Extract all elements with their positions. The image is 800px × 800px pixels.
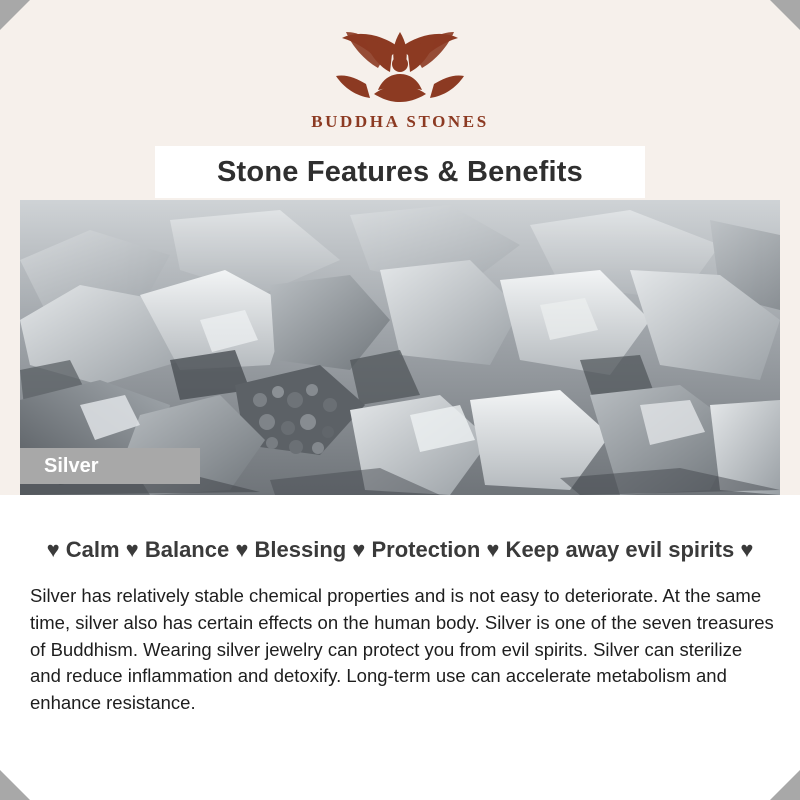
brand-block xyxy=(0,18,800,132)
brand-name: BUDDHA STONES xyxy=(311,112,489,131)
lotus-meditation-icon xyxy=(320,18,480,108)
benefits-line: ♥ Calm ♥ Balance ♥ Blessing ♥ Protection ♥ Keep away evil spirits ♥ xyxy=(46,537,754,562)
corner-bottom-left xyxy=(0,770,30,800)
page-title xyxy=(155,146,645,198)
left-side-strip xyxy=(0,200,20,495)
right-side-strip xyxy=(780,200,800,495)
description-text: Silver has relatively stable chemical properties and is not easy to deteriorate. At the same time, silver also has certain effects on the human body. Silver is one of the seven treasures of Buddhism. Wearing silver jewelry can protect you from evil spirits. Silver can sterilize and reduce inflammation and detoxify. Long-term use can accelerate metabolism and enhance resistance. xyxy=(30,585,774,714)
page-title-text: Stone Features & Benefits xyxy=(217,155,583,188)
stone-name-badge xyxy=(20,448,200,484)
content-area xyxy=(0,495,800,800)
corner-bottom-right xyxy=(770,770,800,800)
stone-name-text: Silver xyxy=(44,454,99,477)
